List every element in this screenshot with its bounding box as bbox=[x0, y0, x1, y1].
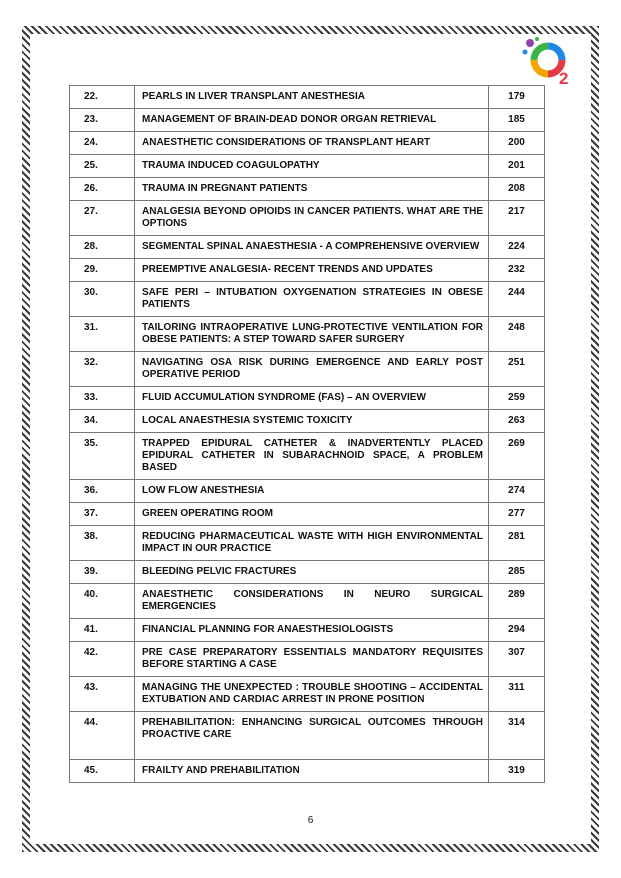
toc-number: 22. bbox=[70, 86, 135, 109]
toc-page: 269 bbox=[489, 433, 545, 480]
toc-row bbox=[70, 642, 545, 677]
toc-title: LOW FLOW ANESTHESIA bbox=[135, 480, 489, 503]
toc-title: ANAESTHETIC CONSIDERATIONS OF TRANSPLANT HEART bbox=[135, 132, 489, 155]
toc-page: 232 bbox=[489, 259, 545, 282]
toc-title: REDUCING PHARMACEUTICAL WASTE WITH HIGH ENVIRONMENTAL IMPACT IN OUR PRACTICE bbox=[135, 526, 489, 561]
toc-number: 32. bbox=[70, 352, 135, 387]
toc-row bbox=[70, 433, 545, 480]
toc-page: 307 bbox=[489, 642, 545, 677]
toc-page: 185 bbox=[489, 109, 545, 132]
toc-number: 30. bbox=[70, 282, 135, 317]
toc-number: 27. bbox=[70, 201, 135, 236]
toc-page: 200 bbox=[489, 132, 545, 155]
toc-page: 244 bbox=[489, 282, 545, 317]
toc-page: 179 bbox=[489, 86, 545, 109]
toc-title: TRAUMA INDUCED COAGULOPATHY bbox=[135, 155, 489, 178]
toc-row bbox=[70, 561, 545, 584]
toc-page: 263 bbox=[489, 410, 545, 433]
toc-page: 224 bbox=[489, 236, 545, 259]
toc-title: MANAGING THE UNEXPECTED : TROUBLE SHOOTING – ACCIDENTAL EXTUBATION AND CARDIAC ARREST IN PRONE POSITION bbox=[135, 677, 489, 712]
toc-row bbox=[70, 132, 545, 155]
toc-title: ANAESTHETIC CONSIDERATIONS IN NEURO SURGICAL EMERGENCIES bbox=[135, 584, 489, 619]
toc-number: 23. bbox=[70, 109, 135, 132]
toc-title: FRAILTY AND PREHABILITATION bbox=[135, 760, 489, 783]
toc-table bbox=[69, 85, 545, 783]
toc-row bbox=[70, 480, 545, 503]
toc-number: 43. bbox=[70, 677, 135, 712]
toc-row bbox=[70, 86, 545, 109]
toc-number: 38. bbox=[70, 526, 135, 561]
toc-number: 41. bbox=[70, 619, 135, 642]
toc-number: 45. bbox=[70, 760, 135, 783]
toc-page: 311 bbox=[489, 677, 545, 712]
toc-title: FLUID ACCUMULATION SYNDROME (FAS) – AN OVERVIEW bbox=[135, 387, 489, 410]
toc-number: 34. bbox=[70, 410, 135, 433]
toc-number: 24. bbox=[70, 132, 135, 155]
toc-title: SAFE PERI – INTUBATION OXYGENATION STRATEGIES IN OBESE PATIENTS bbox=[135, 282, 489, 317]
toc-page: 208 bbox=[489, 178, 545, 201]
toc-row bbox=[70, 352, 545, 387]
toc-page: 281 bbox=[489, 526, 545, 561]
toc-page: 319 bbox=[489, 760, 545, 783]
toc-number: 44. bbox=[70, 712, 135, 760]
toc-title: MANAGEMENT OF BRAIN-DEAD DONOR ORGAN RETRIEVAL bbox=[135, 109, 489, 132]
toc-page: 277 bbox=[489, 503, 545, 526]
toc-title: ANALGESIA BEYOND OPIOIDS IN CANCER PATIENTS. WHAT ARE THE OPTIONS bbox=[135, 201, 489, 236]
toc-number: 26. bbox=[70, 178, 135, 201]
toc-row bbox=[70, 677, 545, 712]
toc-row bbox=[70, 201, 545, 236]
toc-title: SEGMENTAL SPINAL ANAESTHESIA - A COMPREHENSIVE OVERVIEW bbox=[135, 236, 489, 259]
toc-row bbox=[70, 503, 545, 526]
toc-title: PEARLS IN LIVER TRANSPLANT ANESTHESIA bbox=[135, 86, 489, 109]
toc-page: 217 bbox=[489, 201, 545, 236]
toc-row bbox=[70, 317, 545, 352]
toc-title: FINANCIAL PLANNING FOR ANAESTHESIOLOGISTS bbox=[135, 619, 489, 642]
toc-row bbox=[70, 526, 545, 561]
toc-number: 37. bbox=[70, 503, 135, 526]
toc-row bbox=[70, 760, 545, 783]
toc-page: 259 bbox=[489, 387, 545, 410]
toc-number: 33. bbox=[70, 387, 135, 410]
toc-row bbox=[70, 410, 545, 433]
toc-number: 28. bbox=[70, 236, 135, 259]
toc-title: LOCAL ANAESTHESIA SYSTEMIC TOXICITY bbox=[135, 410, 489, 433]
toc-page: 251 bbox=[489, 352, 545, 387]
toc-number: 39. bbox=[70, 561, 135, 584]
toc-title: PREHABILITATION: ENHANCING SURGICAL OUTCOMES THROUGH PROACTIVE CARE bbox=[135, 712, 489, 760]
toc-title: PRE CASE PREPARATORY ESSENTIALS MANDATORY REQUISITES BEFORE STARTING A CASE bbox=[135, 642, 489, 677]
page-number: 6 bbox=[307, 815, 314, 826]
toc-page: 201 bbox=[489, 155, 545, 178]
toc-page: 274 bbox=[489, 480, 545, 503]
toc-row bbox=[70, 584, 545, 619]
toc-page: 285 bbox=[489, 561, 545, 584]
toc-number: 25. bbox=[70, 155, 135, 178]
toc-title: PREEMPTIVE ANALGESIA- RECENT TRENDS AND UPDATES bbox=[135, 259, 489, 282]
toc-page: 294 bbox=[489, 619, 545, 642]
toc-title: TRAPPED EPIDURAL CATHETER & INADVERTENTLY PLACED EPIDURAL CATHETER IN SUBARACHNOID SPACE, A PROBLEM BASED bbox=[135, 433, 489, 480]
toc-row bbox=[70, 178, 545, 201]
toc-number: 35. bbox=[70, 433, 135, 480]
toc-number: 31. bbox=[70, 317, 135, 352]
toc-page: 248 bbox=[489, 317, 545, 352]
toc-title: TRAUMA IN PREGNANT PATIENTS bbox=[135, 178, 489, 201]
o2-logo-icon bbox=[522, 36, 576, 88]
toc-page: 314 bbox=[489, 712, 545, 760]
toc-number: 36. bbox=[70, 480, 135, 503]
toc-row bbox=[70, 712, 545, 760]
toc-row bbox=[70, 282, 545, 317]
toc-row bbox=[70, 109, 545, 132]
svg-text:2: 2 bbox=[559, 69, 569, 88]
toc-title: TAILORING INTRAOPERATIVE LUNG-PROTECTIVE VENTILATION FOR OBESE PATIENTS: A STEP TOWARD SAFER SURGERY bbox=[135, 317, 489, 352]
toc-title: GREEN OPERATING ROOM bbox=[135, 503, 489, 526]
toc-row bbox=[70, 387, 545, 410]
toc-row bbox=[70, 619, 545, 642]
toc-row bbox=[70, 236, 545, 259]
toc-row bbox=[70, 155, 545, 178]
toc-number: 42. bbox=[70, 642, 135, 677]
toc-title: BLEEDING PELVIC FRACTURES bbox=[135, 561, 489, 584]
toc-number: 29. bbox=[70, 259, 135, 282]
toc-number: 40. bbox=[70, 584, 135, 619]
toc-page: 289 bbox=[489, 584, 545, 619]
toc-row bbox=[70, 259, 545, 282]
toc-title: NAVIGATING OSA RISK DURING EMERGENCE AND EARLY POST OPERATIVE PERIOD bbox=[135, 352, 489, 387]
